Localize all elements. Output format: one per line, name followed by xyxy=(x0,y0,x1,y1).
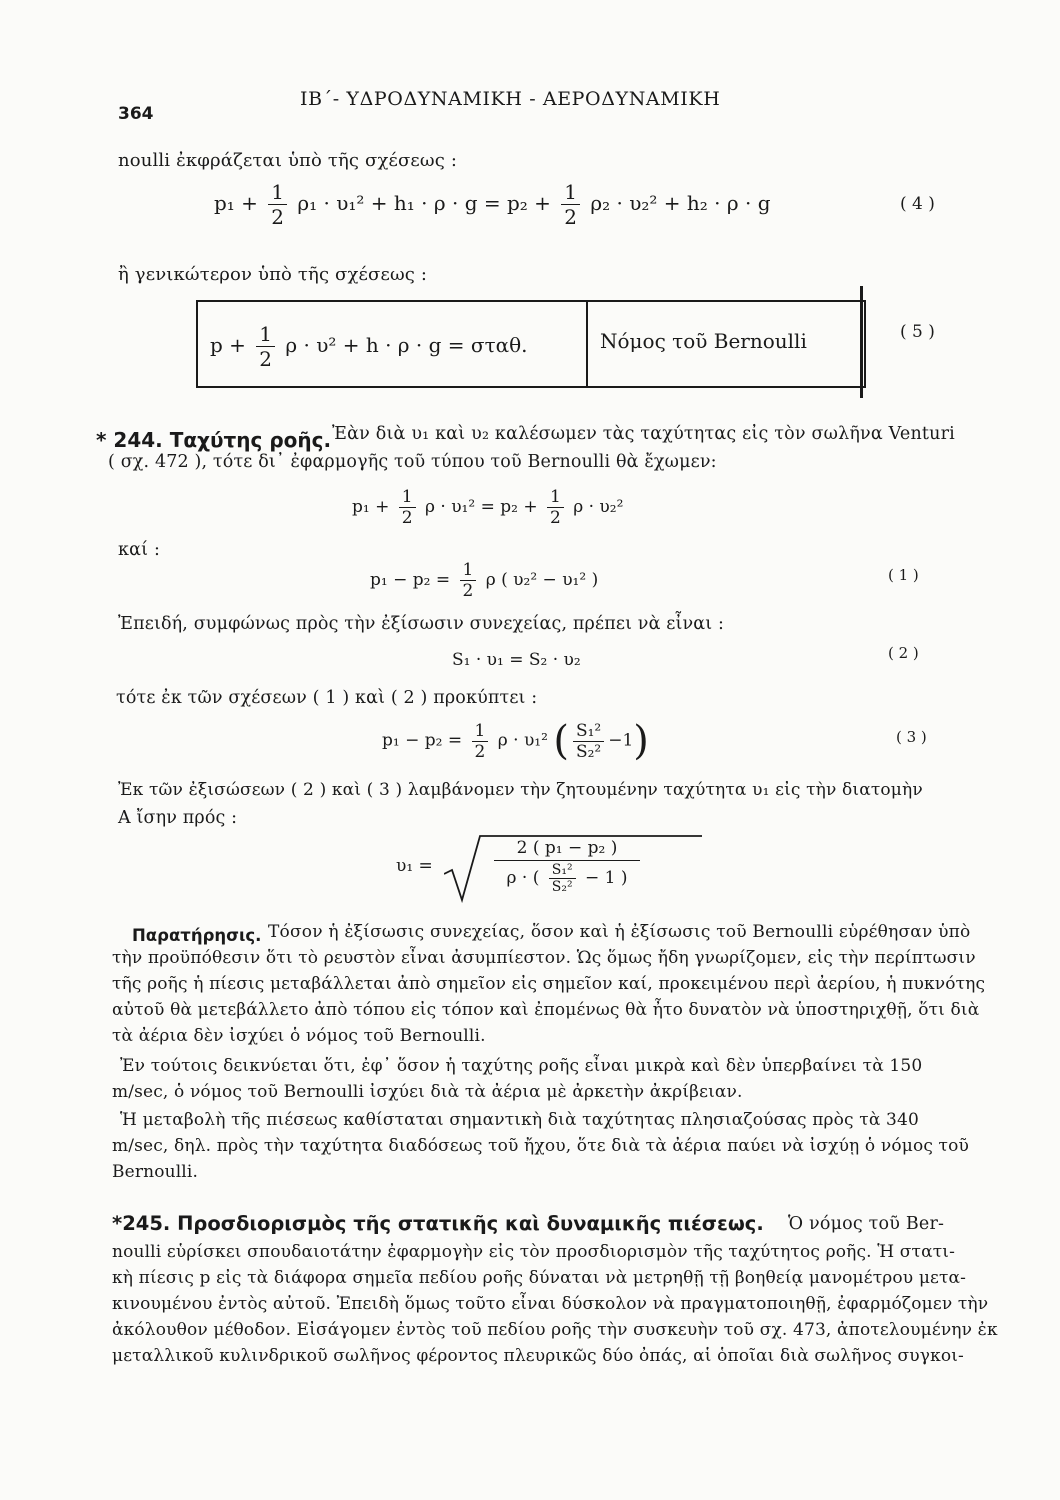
equation-4 xyxy=(214,180,771,229)
velocity-numerator: 2 ( p₁ − p₂ ) xyxy=(516,838,618,858)
note-line-5: τὰ ἀέρια δὲν ἰσχύει ὁ νόμος τοῦ Bernoulli. xyxy=(112,1026,486,1046)
section-244-line-1: Ἐὰν διὰ υ₁ καὶ υ₂ καλέσωμεν τὰς ταχύτητας εἰς τὸν σωλῆνα Venturi xyxy=(332,424,955,444)
box-right-edge xyxy=(860,286,863,398)
fraction-numerator: S₁² xyxy=(575,720,602,741)
section-245-first-line-rest: Ὁ νόμος τοῦ Ber- xyxy=(788,1214,945,1234)
eq3-area-ratio xyxy=(573,721,604,762)
section-244-line-4: τότε ἐκ τῶν σχέσεων ( 1 ) καὶ ( 2 ) προκύπτει : xyxy=(116,688,538,708)
section-245-line-3: κινουμένου ἐντὸς αὐτοῦ. Ἐπειδὴ ὅμως τοῦτο εἶναι δύσκολον νὰ πραγματοποιηθῇ, ἐφαρμόζομεν τὴν xyxy=(112,1294,989,1314)
velocity-left: υ₁ = xyxy=(396,856,433,876)
eqA-half-fraction xyxy=(399,487,416,528)
eq3-left: p₁ − p₂ = xyxy=(382,730,463,751)
velocity-fraction xyxy=(494,838,640,895)
note-label: Παρατήρησις. xyxy=(132,926,262,945)
intro-line-1: noulli ἐκφράζεται ὑπὸ τῆς σχέσεως : xyxy=(118,150,458,171)
fraction-denominator: S₂² xyxy=(549,878,576,895)
note-line-3: τῆς ροῆς ἡ πίεσις μεταβάλλεται ἀπὸ σημεῖον εἰς σημεῖον καί, προκειμένου περὶ ἀερίου, ἡ πυκνότης xyxy=(112,974,986,994)
fraction-denominator: 2 xyxy=(547,507,564,528)
equation-2-number: ( 2 ) xyxy=(888,644,919,662)
fraction-numerator: 1 xyxy=(564,180,578,204)
equation-1-number: ( 1 ) xyxy=(888,566,919,584)
fraction-denominator: S₂² xyxy=(573,741,604,762)
eq5-right: ρ · υ² + h · ρ · g = σταθ. xyxy=(285,333,528,357)
fraction-denominator: 2 xyxy=(472,741,489,762)
section-245-line-4: ἀκόλουθον μέθοδον. Εἰσάγομεν ἐντὸς τοῦ πεδίου ροῆς τὴν συσκευὴν τοῦ σχ. 473, ἀποτελουμένην ἐκ xyxy=(112,1320,998,1340)
box-divider xyxy=(586,300,588,388)
eqA-mid: ρ · υ₁² = p₂ + xyxy=(425,497,538,517)
note-line-10: Bernoulli. xyxy=(112,1162,199,1182)
eq3-mid: ρ · υ₁² xyxy=(497,730,548,751)
equation-4-number: ( 4 ) xyxy=(900,194,935,214)
fraction-numerator: S₁² xyxy=(551,862,573,878)
section-245-heading: *245. Προσδιορισμὸς τῆς στατικῆς καὶ δυναμικῆς πιέσεως. xyxy=(112,1212,764,1235)
equation-5 xyxy=(210,322,528,371)
eqA-right: ρ · υ₂² xyxy=(573,497,624,517)
velocity-den-b: − 1 ) xyxy=(584,868,628,888)
fraction-denominator: 2 xyxy=(256,346,275,371)
equation-1 xyxy=(370,560,598,601)
note-line-8: Ἡ μεταβολὴ τῆς πιέσεως καθίσταται σημαντικὴ διὰ ταχύτητας πλησιαζούσας πρὸς τὰ 340 xyxy=(120,1110,919,1130)
equation-5-number: ( 5 ) xyxy=(900,322,935,342)
note-line-9: m/sec, δηλ. πρὸς τὴν ταχύτητα διαδόσεως τοῦ ἤχου, ὅτε διὰ τὰ ἀέρια παύει νὰ ἰσχύῃ ὁ νόμος τοῦ xyxy=(112,1136,969,1156)
section-245-line-2: κὴ πίεσις p εἰς τὰ διάφορα σημεῖα πεδίου ροῆς δύναται νὰ μετρηθῇ τῇ βοηθείᾳ μανομέτρου μετα- xyxy=(112,1268,967,1288)
bernoulli-law-label: Νόμος τοῦ Bernoulli xyxy=(600,329,807,353)
section-244-line-5: Ἐκ τῶν ἐξισώσεων ( 2 ) καὶ ( 3 ) λαμβάνομεν τὴν ζητουμένην ταχύτητα υ₁ εἰς τὴν διατομὴν xyxy=(118,780,923,800)
fraction-denominator: 2 xyxy=(460,580,477,601)
fraction-numerator: 1 xyxy=(474,720,486,741)
velocity-area-ratio xyxy=(549,862,576,895)
page-number: 364 xyxy=(118,104,154,124)
note-line-6: Ἐν τούτοις δεικνύεται ὅτι, ἐφ᾿ ὅσον ἡ ταχύτης ροῆς εἶναι μικρὰ καὶ δὲν ὑπερβαίνει τὰ 150 xyxy=(120,1056,923,1076)
velocity-den-a: ρ · ( xyxy=(506,868,540,888)
fraction-numerator: 1 xyxy=(401,487,413,507)
eq3-open-paren: ( xyxy=(553,718,569,764)
section-245-line-5: μεταλλικοῦ κυλινδρικοῦ σωλῆνος φέροντος πλευρικῶς δύο ὀπάς, αἱ ὁποῖαι διὰ σωλῆνος συγκοι- xyxy=(112,1346,964,1366)
fraction-numerator: 1 xyxy=(271,180,285,204)
eq4-left: p₁ + xyxy=(214,191,258,215)
eq1-right: ρ ( υ₂² − υ₁² ) xyxy=(485,570,599,590)
eq1-half-fraction xyxy=(460,560,477,601)
eq4-mid: ρ₁ · υ₁² + h₁ · ρ · g = p₂ + xyxy=(297,191,551,215)
note-line-4: αὐτοῦ θὰ μετεβάλλετο ἀπὸ τόπου εἰς τόπον καὶ ἐπομένως θὰ ἦτο δυνατὸν νὰ ὑποστηριχθῇ, ὅτι διὰ xyxy=(112,1000,980,1020)
eqA-left: p₁ + xyxy=(352,497,390,517)
note-line-7: m/sec, ὁ νόμος τοῦ Bernoulli ἰσχύει διὰ τὰ ἀέρια μὲ ἀρκετὴν ἀκρίβειαν. xyxy=(112,1082,743,1102)
equation-3 xyxy=(382,718,649,764)
eq1-left: p₁ − p₂ = xyxy=(370,570,451,590)
fraction-numerator: 1 xyxy=(259,322,273,346)
eq4-half-fraction xyxy=(268,180,287,229)
eq3-close-paren: ) xyxy=(633,718,649,764)
note-line-1: Τόσον ἡ ἐξίσωσις συνεχείας, ὅσον καὶ ἡ ἐξίσωσις τοῦ Bernoulli εὑρέθησαν ὑπὸ xyxy=(268,922,971,942)
fraction-denominator: 2 xyxy=(399,507,416,528)
fraction-denominator: 2 xyxy=(561,204,580,229)
section-244-line-2: ( σχ. 472 ), τότε δι᾿ ἐφαρμογῆς τοῦ τύπου τοῦ Bernoulli θὰ ἔχωμεν: xyxy=(108,452,717,472)
equation-2: S₁ · υ₁ = S₂ · υ₂ xyxy=(452,650,581,670)
eq4-half-fraction-2 xyxy=(561,180,580,229)
fraction-denominator: 2 xyxy=(268,204,287,229)
section-244-line-6: A ἴσην πρός : xyxy=(118,808,238,828)
kai-label: καί : xyxy=(118,540,161,560)
note-line-2: τὴν προϋπόθεσιν ὅτι τὸ ρευστὸν εἶναι ἀσυμπίεστον. Ὡς ὅμως ἤδη γνωρίζομεν, εἰς τὴν περίπτωσιν xyxy=(112,948,976,968)
eq4-right: ρ₂ · υ₂² + h₂ · ρ · g xyxy=(590,191,771,215)
intro-line-2: ἢ γενικώτερον ὑπὸ τῆς σχέσεως : xyxy=(118,264,428,285)
eq5-left: p + xyxy=(210,333,246,357)
running-title: ΙΒ΄- ΥΔΡΟΔΥΝΑΜΙΚΗ - ΑΕΡΟΔΥΝΑΜΙΚΗ xyxy=(300,88,721,110)
section-244-heading: * 244. Ταχύτης ροῆς. xyxy=(96,428,332,452)
eqA-half-fraction-2 xyxy=(547,487,564,528)
eq5-half-fraction xyxy=(256,322,275,371)
fraction-numerator: 1 xyxy=(549,487,561,507)
eq3-half-fraction xyxy=(472,721,489,762)
eq3-tail: −1 xyxy=(608,730,634,751)
velocity-denominator xyxy=(494,860,640,895)
section-245-line-1: noulli εὑρίσκει σπουδαιοτάτην ἐφαρμογὴν εἰς τὸν προσδιορισμὸν τῆς ταχύτητος ροῆς. Ἡ στατι- xyxy=(112,1242,956,1262)
equation-bernoulli-venturi xyxy=(352,487,623,528)
fraction-numerator: 1 xyxy=(462,560,474,580)
section-244-line-3: Ἐπειδή, συμφώνως πρὸς τὴν ἐξίσωσιν συνεχείας, πρέπει νὰ εἶναι : xyxy=(118,614,725,634)
equation-3-number: ( 3 ) xyxy=(896,728,927,746)
